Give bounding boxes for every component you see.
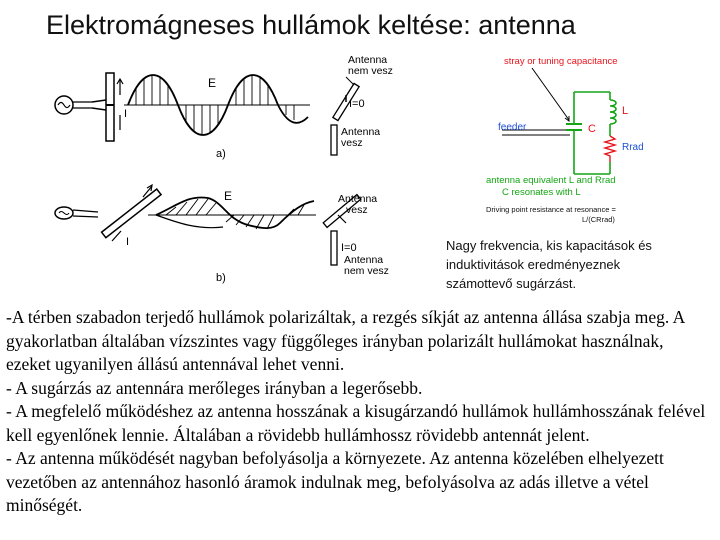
stray-capacitance-label: stray or tuning capacitance xyxy=(504,56,618,67)
figure-caption xyxy=(446,236,716,293)
panel-a xyxy=(55,55,393,160)
label-nem-vesz-b-2: nem vesz xyxy=(344,265,389,277)
caption-line-3: számottevő sugárzást. xyxy=(446,276,577,291)
rx-antenna-vertical-b xyxy=(331,231,337,265)
L-label: L xyxy=(622,105,629,117)
label-I-a: I xyxy=(124,108,128,120)
equivalent-label-1: antenna equivalent L and Rrad xyxy=(486,175,616,186)
label-E-b: E xyxy=(224,189,233,203)
label-nem-vesz-b-1: Antenna xyxy=(344,254,384,266)
C-label: C xyxy=(588,123,596,135)
panel-label-a: a) xyxy=(216,148,226,160)
panel-label-b: b) xyxy=(216,272,226,284)
paragraph-length: - A megfelelő működéshez az antenna hosszának a kisugárzandó hullámok hullámhosszának felével kell egyenlőnek lennie. Általában a rövidebb hullámhossz rövidebb antennát jelent. xyxy=(6,401,706,445)
paragraph-direction: - A sugárzás az antennára merőleges irányban a legerősebb. xyxy=(6,377,423,398)
label-vesz-b-2: vesz xyxy=(346,204,368,216)
rx-antenna-vertical-a xyxy=(331,125,337,155)
caption-line-2: induktivitások eredményeznek xyxy=(446,257,621,272)
page-title: Elektromágneses hullámok keltése: antenna xyxy=(46,10,576,40)
panel-b xyxy=(55,185,389,284)
feeder-label: feeder xyxy=(498,122,527,133)
label-i0-b: I=0 xyxy=(341,242,357,254)
driving-point-label-1: Driving point resistance at resonance = xyxy=(486,205,616,214)
label-vesz-b-1: Antenna xyxy=(338,193,378,205)
equivalent-label-2: C resonates with L xyxy=(502,187,581,198)
label-i0-a: I=0 xyxy=(349,98,365,110)
capacitor-symbol xyxy=(566,124,582,130)
equivalent-circuit-figure xyxy=(482,52,662,232)
dipole-a xyxy=(106,73,114,141)
label-vesz-a-1: Antenna xyxy=(341,126,381,138)
driving-point-label-2: L/(CRrad) xyxy=(582,215,615,224)
label-nem-vesz-a-2: nem vesz xyxy=(348,65,393,77)
label-I-b: I xyxy=(126,236,130,248)
resistor-symbol xyxy=(605,136,615,162)
inductor-symbol xyxy=(610,100,616,124)
caption-line-1: Nagy frekvencia, kis kapacitások és xyxy=(446,238,652,253)
Rrad-label: Rrad xyxy=(622,142,644,153)
paragraph-environment: - Az antenna működését nagyban befolyásolja a környezete. Az antenna közelében elhelyezett vezetőben az antennához hasonló áramok indulnak meg, befolyásolva az adás illetve a vétel minőségét. xyxy=(6,448,664,515)
paragraph-polarization: -A térben szabadon terjedő hullámok polarizáltak, a rezgés síkját az antenna állása szabja meg. A gyakorlatban általában vízszintes vagy függőleges irányban polarizált hullámokat használnak, ezeket ugyanilyen állású antennával lehet venni. xyxy=(6,307,685,374)
label-E-a: E xyxy=(208,76,217,90)
antenna-polarization-figure xyxy=(48,55,413,295)
dipole-b xyxy=(102,189,161,238)
body-text xyxy=(6,306,712,518)
label-vesz-a-2: vesz xyxy=(341,137,363,149)
label-nem-vesz-a-1: Antenna xyxy=(348,55,388,66)
